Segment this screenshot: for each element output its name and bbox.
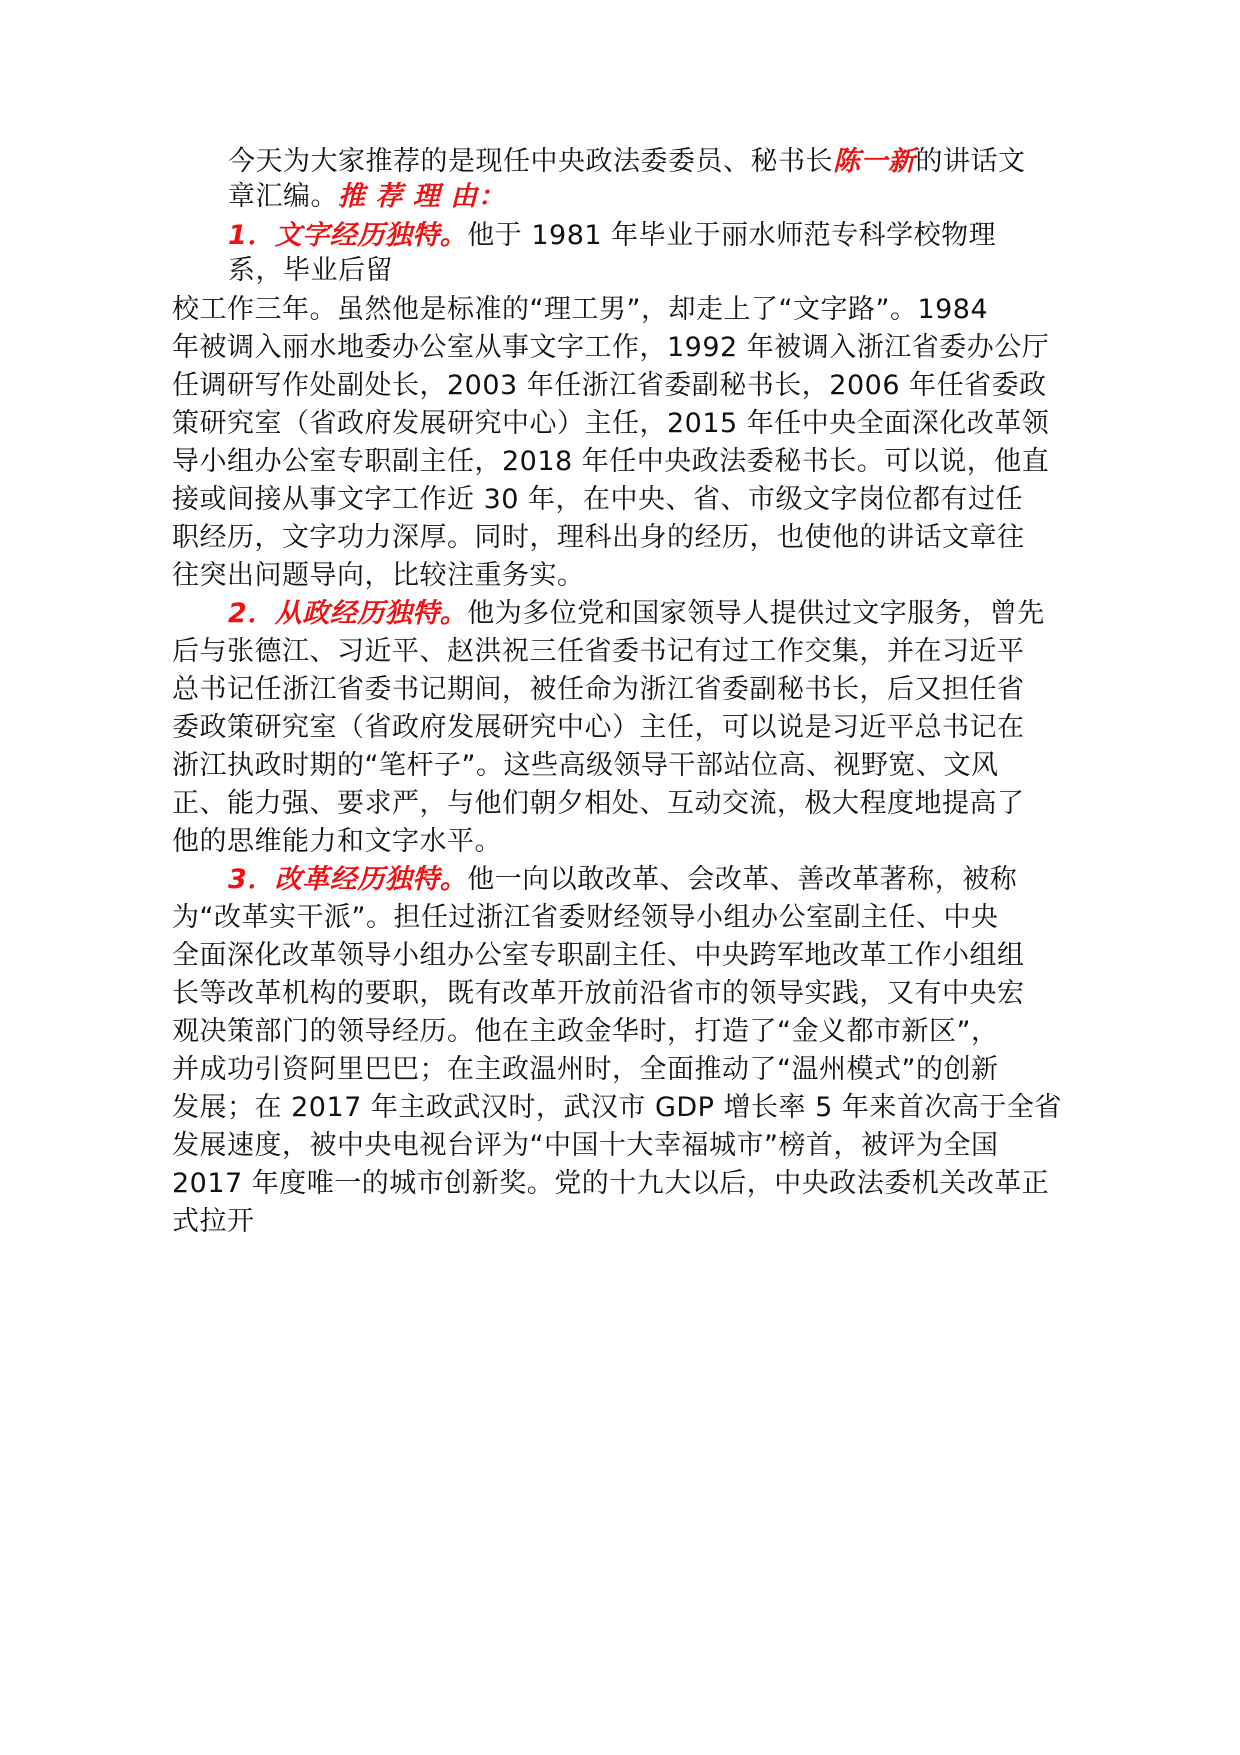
paragraph-line: 往突出问题导向，比较注重务实。 [172,560,585,591]
paragraph-line: 2017 年度唯一的城市创新奖。党的十九大以后，中央政法委机关改革正 [172,1168,1050,1199]
point2-heading: 2．从政经历独特。 [228,598,468,629]
paragraph-line: 观决策部门的领导经历。他在主政金华时，打造了“金义都市新区”， [172,1016,999,1047]
paragraph-line: 发展速度，被中央电视台评为“中国十大幸福城市”榜首，被评为全国 [172,1130,999,1161]
paragraph-line: 后与张德江、习近平、赵洪祝三任省委书记有过工作交集，并在习近平 [172,636,1025,667]
paragraph-line: 全面深化改革领导小组办公室专职副主任、中央跨军地改革工作小组组 [172,940,1025,971]
paragraph-line: 委政策研究室（省政府发展研究中心）主任，可以说是习近平总书记在 [172,712,1025,743]
paragraph-line: 系，毕业后留 [228,255,393,286]
intro-text-end: 的讲话文 [915,146,1026,177]
paragraph-line: 策研究室（省政府发展研究中心）主任，2015 年任中央全面深化改革领 [172,408,1050,439]
point3-line-1 [228,860,1017,900]
paragraph-line: 导小组办公室专职副主任，2018 年任中央政法委秘书长。可以说，他直 [172,446,1050,477]
paragraph-line: 浙江执政时期的“笔杆子”。这些高级领导干部站位高、视野宽、文风 [172,750,999,781]
paragraph-line: 发展；在 2017 年主政武汉时，武汉市 GDP 增长率 5 年来首次高于全省 [172,1092,1062,1123]
paragraph-line: 正、能力强、要求严，与他们朝夕相处、互动交流，极大程度地提高了 [172,788,1025,819]
intro-line-2 [228,177,505,217]
point2-line-1 [228,594,1045,634]
point3-heading: 3．改革经历独特。 [228,864,468,895]
paragraph-line: 他的思维能力和文字水平。 [172,826,502,857]
paragraph-line: 职经历，文字功力深厚。同时，理科出身的经历，也使他的讲话文章往 [172,522,1025,553]
paragraph-line: 年被调入丽水地委办公室从事文字工作，1992 年被调入浙江省委办公厅 [172,332,1050,363]
point1-line-1 [228,216,996,256]
paragraph-line: 式拉开 [172,1206,255,1237]
paragraph-line: 校工作三年。虽然他是标准的“理工男”，却走上了“文字路”。1984 [172,294,989,325]
point1-heading: 1．文字经历独特。 [228,220,468,251]
paragraph-line: 任调研写作处副处长，2003 年任浙江省委副秘书长，2006 年任省委政 [172,370,1047,401]
paragraph-text: 他为多位党和国家领导人提供过文字服务，曾先 [467,598,1045,629]
intro-line-1 [228,142,1026,182]
intro-text: 章汇编。 [228,181,338,212]
intro-text: 今天为大家推荐的是现任中央政法委委员、秘书长 [228,146,833,177]
person-name: 陈一新 [833,146,916,177]
reason-heading: 推 荐 理 由： [338,181,506,212]
paragraph-line: 为“改革实干派”。担任过浙江省委财经领导小组办公室副主任、中央 [172,902,999,933]
paragraph-line: 接或间接从事文字工作近 30 年，在中央、省、市级文字岗位都有过任 [172,484,1024,515]
paragraph-line: 总书记任浙江省委书记期间，被任命为浙江省委副秘书长，后又担任省 [172,674,1025,705]
paragraph-line: 长等改革机构的要职，既有改革开放前沿省市的领导实践，又有中央宏 [172,978,1025,1009]
paragraph-line: 并成功引资阿里巴巴；在主政温州时，全面推动了“温州模式”的创新 [172,1054,999,1085]
paragraph-text: 他一向以敢改革、会改革、善改革著称，被称 [467,864,1018,895]
paragraph-text: 他于 1981 年毕业于丽水师范专科学校物理 [467,220,997,251]
